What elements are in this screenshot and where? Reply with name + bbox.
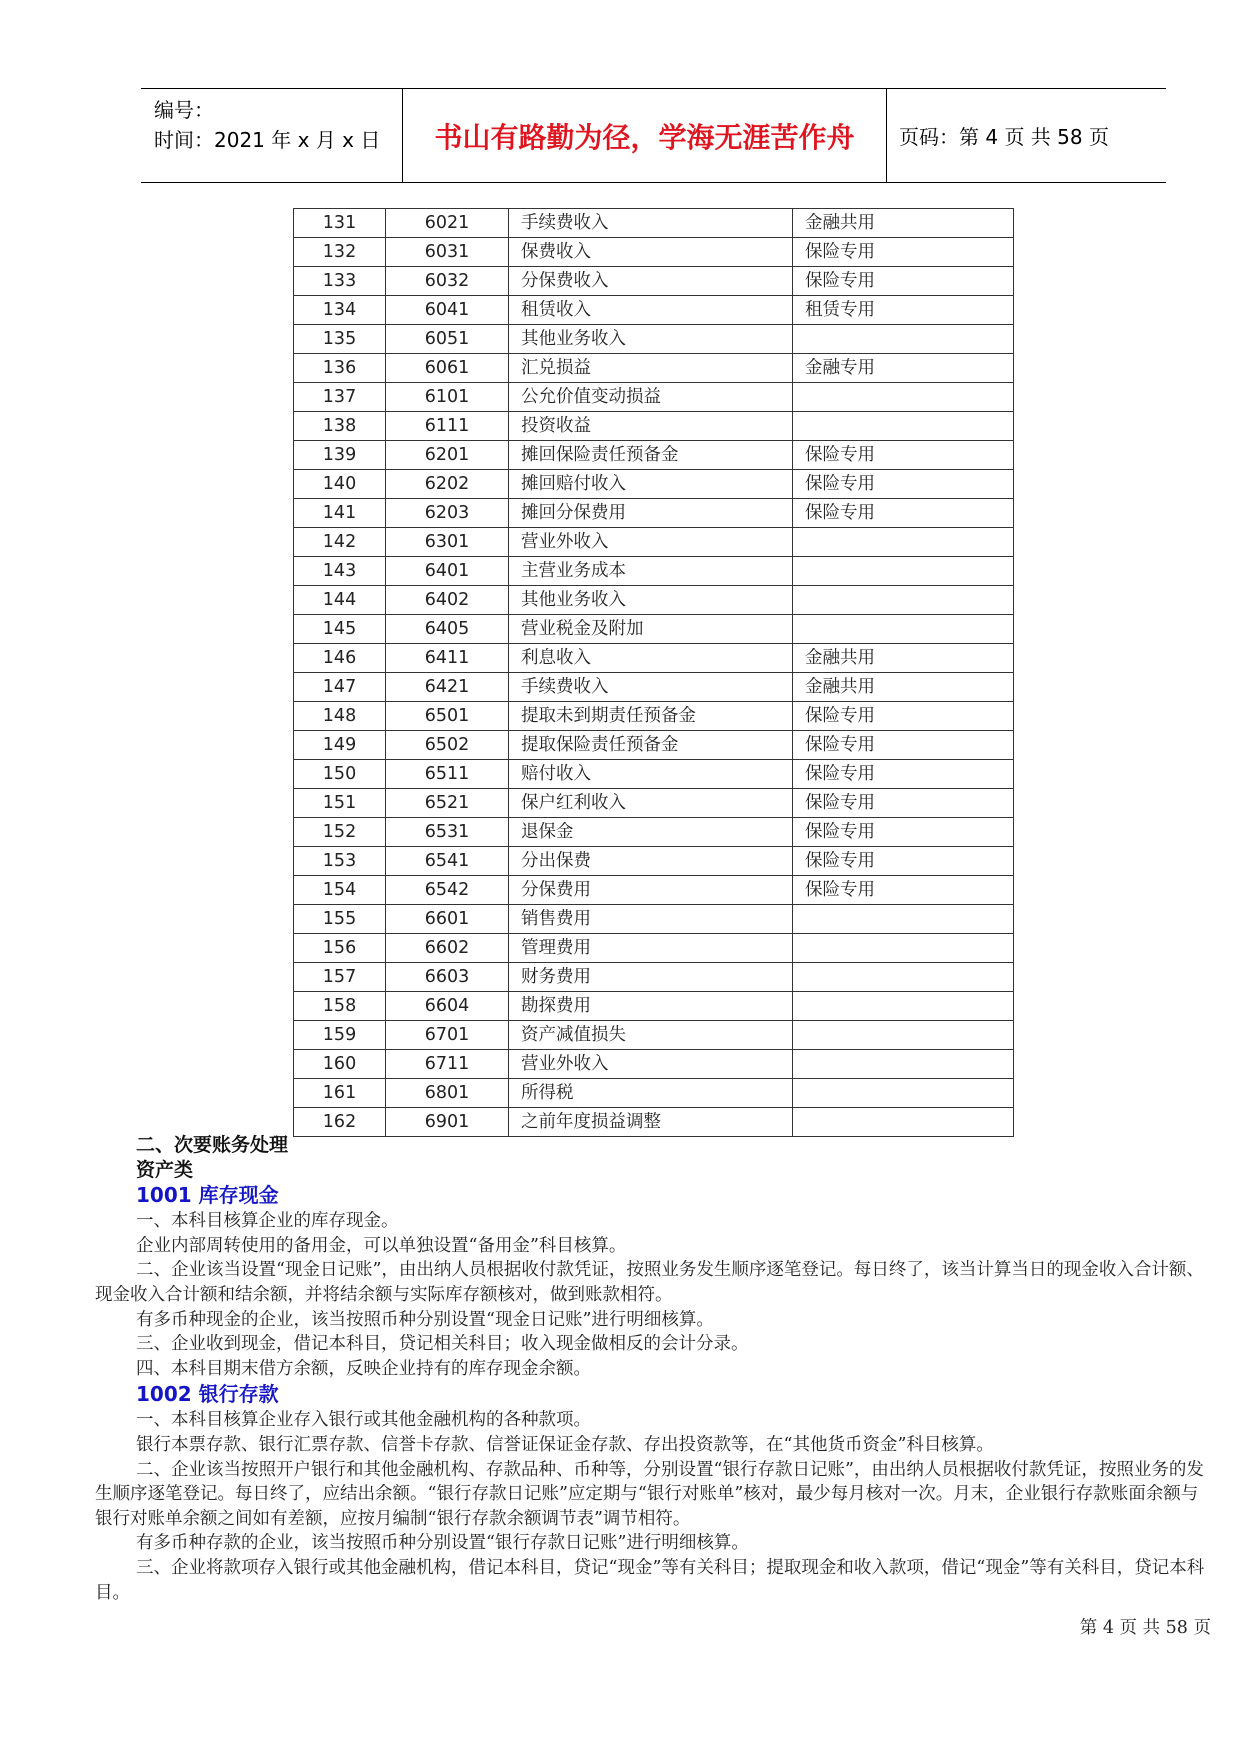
table-row bbox=[294, 296, 1014, 325]
row-number-cell: 145 bbox=[294, 615, 386, 644]
row-number-cell: 134 bbox=[294, 296, 386, 325]
header-motto: 书山有路勤为径，学海无涯苦作舟 bbox=[434, 120, 855, 154]
account-name-cell: 租赁收入 bbox=[509, 296, 793, 325]
row-number-cell: 157 bbox=[294, 963, 386, 992]
page-footer: 第 4 页 共 58 页 bbox=[1079, 1618, 1211, 1638]
table-row bbox=[294, 412, 1014, 441]
table-row bbox=[294, 441, 1014, 470]
account-name-cell: 其他业务收入 bbox=[509, 586, 793, 615]
account-name-cell: 勘探费用 bbox=[509, 992, 793, 1021]
account-name-cell: 其他业务收入 bbox=[509, 325, 793, 354]
row-number-cell: 139 bbox=[294, 441, 386, 470]
row-number-cell: 152 bbox=[294, 818, 386, 847]
table-row bbox=[294, 934, 1014, 963]
account-code-cell: 6531 bbox=[386, 818, 509, 847]
account-note-cell bbox=[793, 383, 1014, 412]
paragraph: 二、企业该当设置“现金日记账”，由出纳人员根据收付款凭证，按照业务发生顺序逐笔登记。每日终了，该当计算当日的现金收入合计额、现金收入合计额和结余额，并将结余额与实际库存额核对，做到账款相符。 bbox=[95, 1260, 1204, 1305]
table-row bbox=[294, 267, 1014, 296]
account-note-cell: 保险专用 bbox=[793, 876, 1014, 905]
row-number-cell: 143 bbox=[294, 557, 386, 586]
account-note-cell bbox=[793, 615, 1014, 644]
row-number-cell: 140 bbox=[294, 470, 386, 499]
account-code-cell: 6502 bbox=[386, 731, 509, 760]
account-code-cell: 6701 bbox=[386, 1021, 509, 1050]
table-row bbox=[294, 354, 1014, 383]
account-note-cell: 保险专用 bbox=[793, 238, 1014, 267]
account-name-cell: 所得税 bbox=[509, 1079, 793, 1108]
account-note-cell bbox=[793, 1079, 1014, 1108]
row-number-cell: 135 bbox=[294, 325, 386, 354]
serial-label: 编号： bbox=[154, 98, 214, 122]
table-row bbox=[294, 1021, 1014, 1050]
row-number-cell: 136 bbox=[294, 354, 386, 383]
paragraph: 银行本票存款、银行汇票存款、信誉卡存款、信誉证保证金存款、存出投资款等，在“其他货币资金”科目核算。 bbox=[136, 1434, 994, 1455]
account-name-cell: 摊回分保费用 bbox=[509, 499, 793, 528]
header-divider-right bbox=[886, 89, 887, 182]
account-code-cell: 6542 bbox=[386, 876, 509, 905]
account-code-cell: 6602 bbox=[386, 934, 509, 963]
section-heading-1002: 1002 银行存款 bbox=[136, 1382, 279, 1407]
table-row bbox=[294, 760, 1014, 789]
row-number-cell: 132 bbox=[294, 238, 386, 267]
paragraph: 一、本科目核算企业存入银行或其他金融机构的各种款项。 bbox=[136, 1410, 591, 1431]
category-title: 资产类 bbox=[136, 1158, 194, 1181]
account-note-cell bbox=[793, 586, 1014, 615]
account-code-cell: 6051 bbox=[386, 325, 509, 354]
account-code-cell: 6031 bbox=[386, 238, 509, 267]
account-note-cell: 保险专用 bbox=[793, 731, 1014, 760]
table-row bbox=[294, 673, 1014, 702]
paragraph: 三、企业将款项存入银行或其他金融机构，借记本科目，贷记“现金”等有关科目；提取现金和收入款项，借记“现金”等有关科目，贷记本科目。 bbox=[95, 1557, 1205, 1603]
table-row bbox=[294, 586, 1014, 615]
account-name-cell: 摊回赔付收入 bbox=[509, 470, 793, 499]
table-row bbox=[294, 499, 1014, 528]
table-row bbox=[294, 238, 1014, 267]
account-note-cell: 金融共用 bbox=[793, 209, 1014, 238]
account-name-cell: 分保费用 bbox=[509, 876, 793, 905]
table-row bbox=[294, 963, 1014, 992]
table-row bbox=[294, 905, 1014, 934]
row-number-cell: 158 bbox=[294, 992, 386, 1021]
table-row bbox=[294, 528, 1014, 557]
account-code-cell: 6021 bbox=[386, 209, 509, 238]
row-number-cell: 153 bbox=[294, 847, 386, 876]
table-row bbox=[294, 731, 1014, 760]
account-note-cell: 保险专用 bbox=[793, 499, 1014, 528]
account-name-cell: 公允价值变动损益 bbox=[509, 383, 793, 412]
account-name-cell: 提取保险责任预备金 bbox=[509, 731, 793, 760]
row-number-cell: 154 bbox=[294, 876, 386, 905]
account-note-cell bbox=[793, 557, 1014, 586]
account-code-cell: 6603 bbox=[386, 963, 509, 992]
account-name-cell: 销售费用 bbox=[509, 905, 793, 934]
paragraph: 一、本科目核算企业的库存现金。 bbox=[136, 1211, 399, 1232]
account-code-cell: 6711 bbox=[386, 1050, 509, 1079]
row-number-cell: 150 bbox=[294, 760, 386, 789]
table-row bbox=[294, 209, 1014, 238]
account-code-cell: 6041 bbox=[386, 296, 509, 325]
account-code-cell: 6604 bbox=[386, 992, 509, 1021]
header-meta bbox=[154, 95, 404, 155]
section-title: 二、次要账务处理 bbox=[136, 1134, 289, 1156]
account-note-cell: 保险专用 bbox=[793, 818, 1014, 847]
account-code-cell: 6203 bbox=[386, 499, 509, 528]
account-note-cell: 保险专用 bbox=[793, 760, 1014, 789]
row-number-cell: 133 bbox=[294, 267, 386, 296]
account-name-cell: 管理费用 bbox=[509, 934, 793, 963]
account-note-cell bbox=[793, 412, 1014, 441]
row-number-cell: 147 bbox=[294, 673, 386, 702]
account-code-cell: 6541 bbox=[386, 847, 509, 876]
paragraph: 四、本科目期末借方余额，反映企业持有的库存现金余额。 bbox=[136, 1358, 591, 1379]
table-row bbox=[294, 1050, 1014, 1079]
account-name-cell: 汇兑损益 bbox=[509, 354, 793, 383]
row-number-cell: 155 bbox=[294, 905, 386, 934]
paragraph: 有多币种现金的企业，该当按照币种分别设置“现金日记账”进行明细核算。 bbox=[136, 1309, 714, 1330]
account-name-cell: 分保费收入 bbox=[509, 267, 793, 296]
account-name-cell: 利息收入 bbox=[509, 644, 793, 673]
account-code-cell: 6501 bbox=[386, 702, 509, 731]
account-code-table bbox=[293, 208, 1014, 1137]
account-name-cell: 摊回保险责任预备金 bbox=[509, 441, 793, 470]
account-name-cell: 退保金 bbox=[509, 818, 793, 847]
row-number-cell: 148 bbox=[294, 702, 386, 731]
account-note-cell: 金融共用 bbox=[793, 644, 1014, 673]
account-note-cell: 租赁专用 bbox=[793, 296, 1014, 325]
account-name-cell: 手续费收入 bbox=[509, 673, 793, 702]
account-code-cell: 6411 bbox=[386, 644, 509, 673]
account-name-cell: 营业外收入 bbox=[509, 1050, 793, 1079]
account-name-cell: 营业外收入 bbox=[509, 528, 793, 557]
account-note-cell: 保险专用 bbox=[793, 789, 1014, 818]
account-note-cell bbox=[793, 325, 1014, 354]
account-code-cell: 6421 bbox=[386, 673, 509, 702]
account-note-cell bbox=[793, 1050, 1014, 1079]
account-name-cell: 提取未到期责任预备金 bbox=[509, 702, 793, 731]
document-body bbox=[95, 1133, 1210, 1605]
table-row bbox=[294, 470, 1014, 499]
paragraph: 三、企业收到现金，借记本科目，贷记相关科目；收入现金做相反的会计分录。 bbox=[136, 1334, 749, 1355]
table-row bbox=[294, 876, 1014, 905]
account-note-cell bbox=[793, 934, 1014, 963]
account-code-cell: 6202 bbox=[386, 470, 509, 499]
account-code-cell: 6511 bbox=[386, 760, 509, 789]
account-code-cell: 6301 bbox=[386, 528, 509, 557]
row-number-cell: 141 bbox=[294, 499, 386, 528]
section-heading-1001: 1001 库存现金 bbox=[136, 1183, 279, 1208]
date-label: 时间：2021 年 x 月 x 日 bbox=[154, 128, 381, 152]
account-name-cell: 营业税金及附加 bbox=[509, 615, 793, 644]
account-name-cell: 财务费用 bbox=[509, 963, 793, 992]
account-name-cell: 资产减值损失 bbox=[509, 1021, 793, 1050]
row-number-cell: 160 bbox=[294, 1050, 386, 1079]
row-number-cell: 159 bbox=[294, 1021, 386, 1050]
table-row bbox=[294, 644, 1014, 673]
table-row bbox=[294, 702, 1014, 731]
account-code-cell: 6901 bbox=[386, 1108, 509, 1137]
row-number-cell: 162 bbox=[294, 1108, 386, 1137]
row-number-cell: 161 bbox=[294, 1079, 386, 1108]
account-code-cell: 6111 bbox=[386, 412, 509, 441]
account-note-cell: 保险专用 bbox=[793, 441, 1014, 470]
account-code-cell: 6405 bbox=[386, 615, 509, 644]
account-code-table-body bbox=[294, 209, 1014, 1137]
header-page-number: 页码：第 4 页 共 58 页 bbox=[899, 125, 1109, 149]
table-row bbox=[294, 325, 1014, 354]
account-note-cell bbox=[793, 1021, 1014, 1050]
account-name-cell: 分出保费 bbox=[509, 847, 793, 876]
account-note-cell bbox=[793, 528, 1014, 557]
row-number-cell: 138 bbox=[294, 412, 386, 441]
account-code-cell: 6402 bbox=[386, 586, 509, 615]
row-number-cell: 151 bbox=[294, 789, 386, 818]
account-code-cell: 6101 bbox=[386, 383, 509, 412]
table-row bbox=[294, 557, 1014, 586]
account-code-cell: 6521 bbox=[386, 789, 509, 818]
row-number-cell: 144 bbox=[294, 586, 386, 615]
account-note-cell bbox=[793, 992, 1014, 1021]
table-row bbox=[294, 818, 1014, 847]
account-code-cell: 6201 bbox=[386, 441, 509, 470]
account-note-cell: 保险专用 bbox=[793, 470, 1014, 499]
row-number-cell: 156 bbox=[294, 934, 386, 963]
account-code-cell: 6061 bbox=[386, 354, 509, 383]
table-row bbox=[294, 992, 1014, 1021]
account-note-cell bbox=[793, 963, 1014, 992]
account-code-cell: 6401 bbox=[386, 557, 509, 586]
table-row bbox=[294, 615, 1014, 644]
account-note-cell bbox=[793, 905, 1014, 934]
account-code-cell: 6601 bbox=[386, 905, 509, 934]
paragraph: 二、企业该当按照开户银行和其他金融机构、存款品种、币种等，分别设置“银行存款日记账”，由出纳人员根据收付款凭证，按照业务的发生顺序逐笔登记。每日终了，应结出余额。“银行存款日记账”应定期与“银行对账单”核对，最少每月核对一次。月末，企业银行存款账面余额与银行对账单余额之间如有差额，应按月编制“银行存款余额调节表”调节相符。 bbox=[95, 1459, 1204, 1529]
page-header bbox=[141, 88, 1166, 183]
row-number-cell: 131 bbox=[294, 209, 386, 238]
account-note-cell: 金融专用 bbox=[793, 354, 1014, 383]
account-name-cell: 投资收益 bbox=[509, 412, 793, 441]
table-row bbox=[294, 789, 1014, 818]
account-name-cell: 保户红利收入 bbox=[509, 789, 793, 818]
table-row bbox=[294, 847, 1014, 876]
account-note-cell: 保险专用 bbox=[793, 847, 1014, 876]
paragraph: 企业内部周转使用的备用金，可以单独设置“备用金”科目核算。 bbox=[136, 1235, 627, 1256]
account-note-cell: 保险专用 bbox=[793, 702, 1014, 731]
paragraph: 有多币种存款的企业，该当按照币种分别设置“银行存款日记账”进行明细核算。 bbox=[136, 1533, 749, 1554]
row-number-cell: 149 bbox=[294, 731, 386, 760]
account-code-cell: 6801 bbox=[386, 1079, 509, 1108]
row-number-cell: 137 bbox=[294, 383, 386, 412]
account-name-cell: 手续费收入 bbox=[509, 209, 793, 238]
account-note-cell: 保险专用 bbox=[793, 267, 1014, 296]
table-row bbox=[294, 383, 1014, 412]
row-number-cell: 142 bbox=[294, 528, 386, 557]
table-row bbox=[294, 1079, 1014, 1108]
account-name-cell: 之前年度损益调整 bbox=[509, 1108, 793, 1137]
account-note-cell: 金融共用 bbox=[793, 673, 1014, 702]
account-name-cell: 赔付收入 bbox=[509, 760, 793, 789]
account-name-cell: 保费收入 bbox=[509, 238, 793, 267]
row-number-cell: 146 bbox=[294, 644, 386, 673]
account-code-cell: 6032 bbox=[386, 267, 509, 296]
account-name-cell: 主营业务成本 bbox=[509, 557, 793, 586]
